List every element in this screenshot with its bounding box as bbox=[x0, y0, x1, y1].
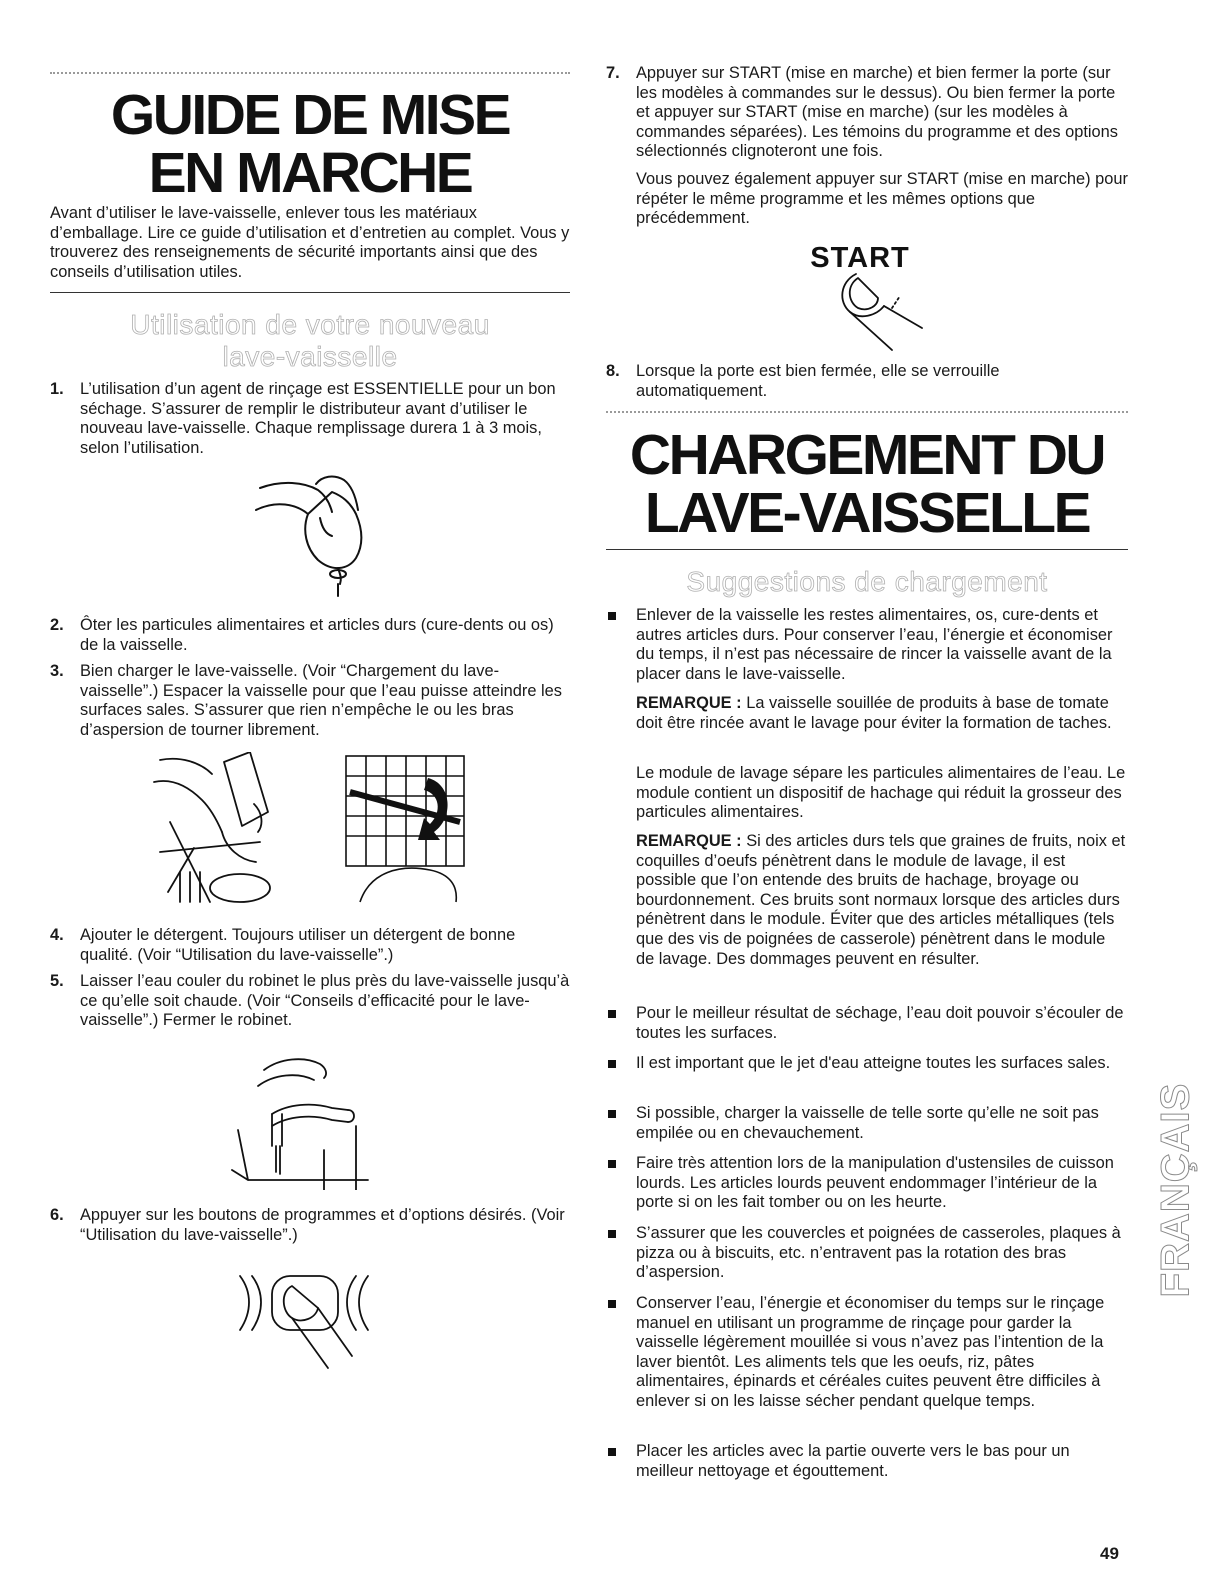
bullet-text: Placer les articles avec la partie ouverte vers le bas pour un meilleur nettoyage et égouttement. bbox=[636, 1442, 1070, 1480]
step-3 bbox=[50, 662, 570, 742]
step-4 bbox=[50, 926, 570, 966]
note-1 bbox=[636, 694, 1128, 733]
spray-arm-illustration bbox=[340, 752, 470, 904]
step-1 bbox=[50, 380, 570, 460]
bullet-square-icon bbox=[608, 1060, 616, 1068]
section-title-line1: CHARGEMENT DU bbox=[629, 423, 1105, 487]
section-title-line2: LAVE-VAISSELLE bbox=[644, 481, 1090, 545]
bullet-text: Si possible, charger la vaisselle de telle sorte qu’elle ne soit pas empilée ou en chevauchement. bbox=[636, 1104, 1099, 1142]
step-number: 7. bbox=[606, 64, 620, 82]
step-text: Appuyer sur START (mise en marche) et bien fermer la porte (sur les modèles à commandes sur le dessus). Ou bien fermer la porte et appuyer sur START (mise en marche) (sur les modèles à commandes séparées). Les témoins du programme et des options sélectionnés clignoteront une fois. bbox=[636, 64, 1118, 161]
page-number: 49 bbox=[1100, 1544, 1119, 1563]
bullet-square-icon bbox=[608, 1110, 616, 1118]
note-text: Si des articles durs tels que graines de fruits, noix et coquilles d’oeufs pénètrent dans le module de lavage, il est possible que l’on entende des bruits de hachage, broyage ou bourdonnement. Ces bruits sont normaux lorsque des articles durs pénètrent dans le module. Éviter que des articles métalliques (tels que des vis de poignées de casserole) pénètrent dans le module de lavage. Des dommages peuvent en résulter. bbox=[636, 832, 1126, 968]
step-2 bbox=[50, 616, 570, 656]
step-8 bbox=[606, 362, 1128, 402]
page-title bbox=[50, 83, 570, 205]
bullet-item bbox=[606, 1054, 1128, 1094]
language-side-tab bbox=[1153, 1040, 1198, 1340]
section-dotted-rule bbox=[606, 411, 1128, 413]
bullet-item bbox=[606, 1442, 1128, 1482]
section-rule bbox=[606, 549, 1128, 550]
bullet-square-icon bbox=[608, 612, 616, 620]
section-subhead-loading: Suggestions de chargement bbox=[686, 566, 1048, 597]
bullet-square-icon bbox=[608, 1230, 616, 1238]
bullet-item bbox=[606, 606, 1128, 686]
step-text: Appuyer sur les boutons de programmes et d’options désirés. (Voir “Utilisation du lave-vaisselle”.) bbox=[80, 1206, 565, 1244]
top-dotted-rule bbox=[50, 72, 570, 74]
step-text: Lorsque la porte est bien fermée, elle se verrouille automatiquement. bbox=[636, 362, 1000, 400]
step-number: 1. bbox=[50, 380, 64, 398]
note-2 bbox=[636, 832, 1128, 969]
bullet-square-icon bbox=[608, 1300, 616, 1308]
step-7 bbox=[606, 64, 1128, 164]
page-title-line2: EN MARCHE bbox=[148, 141, 472, 205]
bullet-item bbox=[606, 1104, 1128, 1144]
step-text: Ajouter le détergent. Toujours utiliser un détergent de bonne qualité. (Voir “Utilisation du lave-vaisselle”.) bbox=[80, 926, 516, 964]
note-text: La vaisselle souillée de produits à base de tomate doit être rincée avant le lavage pour éviter la formation de taches. bbox=[636, 694, 1112, 732]
bullet-text: S’assurer que les couvercles et poignées de casseroles, plaques à pizza ou à biscuits, etc. n’entravent pas la rotation des bras d’aspersion. bbox=[636, 1224, 1121, 1282]
step-number: 2. bbox=[50, 616, 64, 634]
bullet-text: Il est important que le jet d'eau atteigne toutes les surfaces sales. bbox=[636, 1054, 1111, 1072]
step-7-extra: Vous pouvez également appuyer sur START (mise en marche) pour répéter le même programme et les mêmes options que précédemment. bbox=[636, 170, 1128, 228]
rinse-aid-bottle-illustration bbox=[252, 470, 382, 600]
step-text: Bien charger le lave-vaisselle. (Voir “Chargement du lave-vaisselle”.) Espacer la vaisselle pour que l’eau puisse atteindre les surfaces sales. S’assurer que rien n’empêche le ou les bras d’aspersion de tourner librement. bbox=[80, 662, 562, 739]
section-rule bbox=[50, 292, 570, 293]
bullet-item bbox=[606, 1004, 1128, 1044]
loading-dishes-illustration bbox=[150, 752, 280, 904]
section-title-loading bbox=[606, 423, 1128, 545]
section-subhead bbox=[50, 309, 570, 373]
step-number: 5. bbox=[50, 972, 64, 990]
step-number: 4. bbox=[50, 926, 64, 944]
finger-press-start-illustration bbox=[828, 268, 928, 354]
bullet-item bbox=[606, 1224, 1128, 1284]
faucet-illustration bbox=[228, 1050, 378, 1190]
bullet-text: Pour le meilleur résultat de séchage, l’eau doit pouvoir s’écouler de toutes les surfaces. bbox=[636, 1004, 1124, 1042]
step-number: 8. bbox=[606, 362, 620, 380]
bullet-text: Enlever de la vaisselle les restes alimentaires, os, cure-dents et autres articles durs. Pour conserver l’eau, l’énergie et économiser du temps, il n’est pas nécessaire de rincer la vaisselle avant de la placer dans le lave-vaisselle. bbox=[636, 606, 1113, 683]
step-number: 3. bbox=[50, 662, 64, 680]
step-text: Laisser l’eau couler du robinet le plus près du lave-vaisselle jusqu’à ce qu’elle soit chaude. (Voir “Conseils d’efficacité pour le lave-vaisselle”.) Fermer le robinet. bbox=[80, 972, 570, 1030]
section-subhead-line2: lave-vaisselle bbox=[222, 341, 398, 372]
intro-paragraph: Avant d’utiliser le lave-vaisselle, enlever tous les matériaux d’emballage. Lire ce guide d’utilisation et d’entretien au complet. Vous y trouverez des renseignements de sécurité importants ainsi que des conseils d’utilisation utiles. bbox=[50, 204, 570, 281]
program-button-press-illustration bbox=[232, 1272, 372, 1376]
module-paragraph: Le module de lavage sépare les particules alimentaires de l’eau. Le module contient un dispositif de hachage qui réduit la grosseur des particules alimentaires. bbox=[636, 764, 1126, 822]
bullet-item bbox=[606, 1154, 1128, 1214]
side-tab-label: FRANÇAIS bbox=[1153, 1082, 1198, 1298]
bullet-text: Conserver l’eau, l’énergie et économiser du temps sur le rinçage manuel en utilisant un programme de rinçage pour garder la vaisselle légèrement mouillée si vous n’avez pas l’intention de la laver bientôt. Les aliments tels que les oeufs, riz, pâtes alimentaires, épinards et céréales cuites peuvent être difficiles à enlever si on les laisse sécher pendant quelque temps. bbox=[636, 1294, 1105, 1410]
bullet-square-icon bbox=[608, 1160, 616, 1168]
bullet-text: Faire très attention lors de la manipulation d'ustensiles de cuisson lourds. Les articles lourds peuvent endommager l’intérieur de la porte si on les fait tomber ou on les heurte. bbox=[636, 1154, 1114, 1212]
step-text: Ôter les particules alimentaires et articles durs (cure-dents ou os) de la vaisselle. bbox=[80, 616, 554, 654]
note-label: REMARQUE : bbox=[636, 832, 742, 850]
page-title-line1: GUIDE DE MISE bbox=[110, 83, 510, 147]
start-button-label: START bbox=[810, 242, 910, 274]
bullet-square-icon bbox=[608, 1448, 616, 1456]
bullet-square-icon bbox=[608, 1010, 616, 1018]
step-text: L’utilisation d’un agent de rinçage est ESSENTIELLE pour un bon séchage. S’assurer de remplir le distributeur avant d’utiliser le nouveau lave-vaisselle. Chaque remplissage durera 1 à 3 mois, selon l’utilisation. bbox=[80, 380, 556, 457]
step-6 bbox=[50, 1206, 570, 1246]
bullet-item bbox=[606, 1294, 1128, 1434]
section-subhead-line1: Utilisation de votre nouveau bbox=[130, 309, 490, 340]
step-number: 6. bbox=[50, 1206, 64, 1224]
note-label: REMARQUE : bbox=[636, 694, 742, 712]
step-5 bbox=[50, 972, 570, 1032]
